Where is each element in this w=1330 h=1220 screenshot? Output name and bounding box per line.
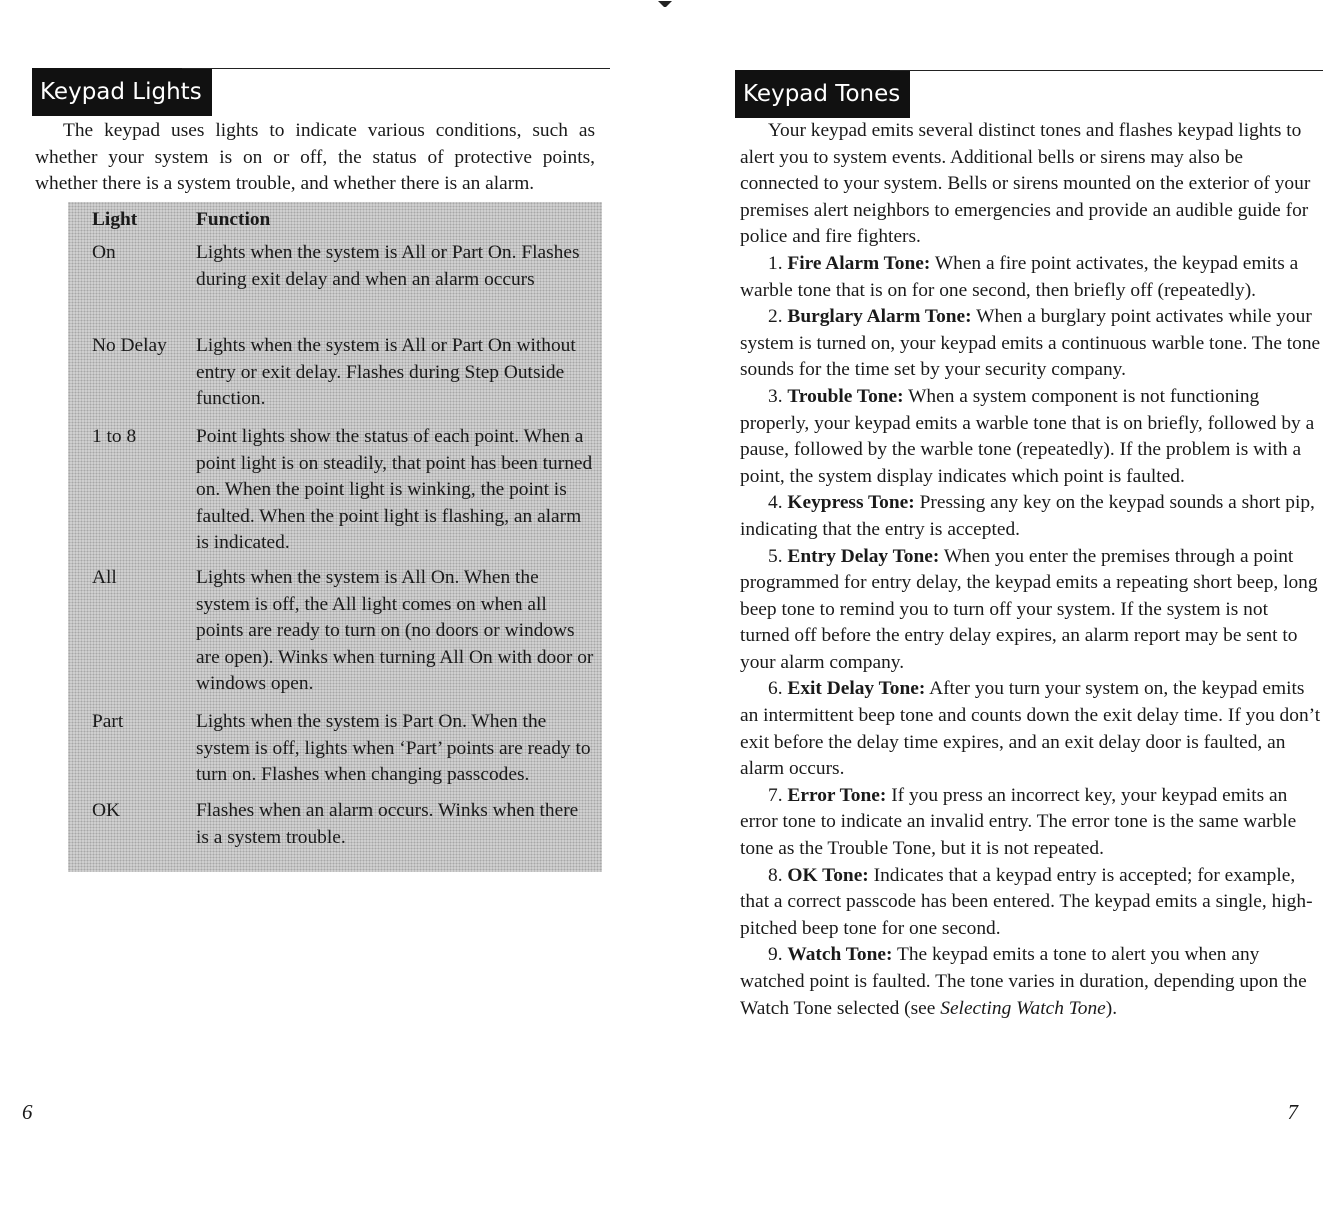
- item-number: 4.: [768, 492, 783, 514]
- tone-term: Keypress Tone:: [787, 492, 915, 514]
- tone-term: Exit Delay Tone:: [787, 678, 926, 700]
- tone-term: Fire Alarm Tone:: [787, 252, 931, 274]
- tone-item: [740, 544, 1322, 677]
- item-number: 5.: [768, 545, 783, 567]
- tone-text: Pressing any key on the keypad sounds a short pip, indicating that the entry is accepted.: [740, 492, 1315, 540]
- page-number: 7: [1287, 1100, 1298, 1124]
- tone-item: [740, 783, 1322, 863]
- tone-text: When a fire point activates, the keypad emits a warble tone that is on for one second, then briefly off (repeatedly).: [740, 252, 1299, 301]
- tone-term: Error Tone:: [787, 784, 887, 806]
- tone-item: [740, 304, 1322, 384]
- light-name: No Delay: [92, 335, 167, 356]
- cross-reference: Selecting Watch Tone: [940, 997, 1106, 1019]
- item-number: 1.: [768, 252, 783, 274]
- tone-text: When you enter the premises through a point programmed for entry delay, the keypad emits a repeating short beep, long beep tone to remind you to turn off your system. If the system is not turned off before the entry delay expires, an alarm report may be sent to your alarm company.: [740, 545, 1318, 673]
- tone-item: [740, 676, 1322, 782]
- intro-paragraph: The keypad uses lights to indicate various conditions, such as whether your system is on or off, the status of protective points, whether there is a system trouble, and whether there is an alarm.: [35, 120, 595, 195]
- heading-label: Keypad Tones: [735, 70, 910, 118]
- tone-text: When a burglary point activates while your system is turned on, your keypad emits a continuous warble tone. The tone sounds for the time set by your security company.: [740, 306, 1321, 381]
- item-number: 7.: [768, 784, 783, 806]
- tones-text: [740, 118, 1322, 1022]
- light-name: OK: [92, 800, 121, 821]
- tone-term: OK Tone:: [787, 864, 869, 886]
- header-function: Function: [196, 209, 271, 230]
- tone-item: [740, 384, 1322, 490]
- section-heading: [735, 70, 1323, 120]
- tone-text: The keypad emits a tone to alert you when any watched point is faulted. The tone varies in duration, depending upon the Watch Tone selected (see: [740, 944, 1307, 1019]
- heading-label: Keypad Lights: [32, 68, 212, 116]
- tone-text: After you turn your system on, the keypad emits an intermittent beep tone and counts down the exit delay time. If you don’t exit before the delay time expires, and an exit delay door is faulted, an alarm occurs.: [740, 678, 1321, 780]
- item-number: 6.: [768, 678, 783, 700]
- section-heading: [32, 68, 610, 118]
- tone-text: If you press an incorrect key, your keypad emits an error tone to indicate an invalid entry. The error tone is the same warble tone as the Trouble Tone, but it is not repeated.: [740, 784, 1297, 860]
- item-number: 8.: [768, 864, 783, 886]
- tone-text-tail: ).: [1105, 997, 1118, 1019]
- light-function: Lights when the system is All On. When the system is off, the All light comes on when all points are ready to turn on (no doors or windows are open). Winks when turning All On with door or windows open.: [196, 567, 594, 695]
- keypad-lights-table: [68, 202, 602, 872]
- tone-term: Trouble Tone:: [787, 385, 904, 407]
- tone-text: When a system component is not functioning properly, your keypad emits a warble tone that is on briefly, followed by a pause, followed by the warble tone (repeatedly). If the problem is with a point, the system display indicates which point is faulted.: [740, 385, 1315, 487]
- item-number: 3.: [768, 385, 783, 407]
- tone-term: Watch Tone:: [787, 944, 893, 966]
- left-page: [0, 0, 640, 1220]
- tone-text: Indicates that a keypad entry is accepted; for example, that a correct passcode has been entered. The keypad emits a single, high-pitched beep tone for one second.: [740, 864, 1313, 939]
- tone-item: [740, 490, 1322, 543]
- heading-rule: [182, 68, 610, 69]
- light-function: Point lights show the status of each point. When a point light is on steadily, that point has been turned on. When the point light is winking, the point is faulted. When the point light is flashing, an alarm is indicated.: [196, 426, 593, 554]
- tone-item: [740, 942, 1322, 1022]
- light-function: Lights when the system is Part On. When the system is off, lights when ‘Part’ points are ready to turn on. Flashes when changing passcodes.: [196, 711, 591, 786]
- light-function: Lights when the system is All or Part On. Flashes during exit delay and when an alarm occurs: [196, 242, 580, 290]
- light-name: All: [92, 567, 117, 588]
- intro-paragraph: Your keypad emits several distinct tones and flashes keypad lights to alert you to system events. Additional bells or sirens may also be connected to your system. Bells or sirens mounted on the exterior of your premises alert neighbors to emergencies and provide an audible guide for police and fire fighters.: [740, 120, 1311, 248]
- tone-item: [740, 251, 1322, 304]
- right-page: [660, 0, 1330, 1220]
- item-number: 2.: [768, 306, 783, 328]
- tone-term: Burglary Alarm Tone:: [787, 306, 972, 328]
- heading-rule: [890, 70, 1323, 71]
- light-name: On: [92, 242, 116, 263]
- light-function: Flashes when an alarm occurs. Winks when there is a system trouble.: [196, 800, 579, 848]
- light-name: 1 to 8: [92, 426, 137, 447]
- page-number: 6: [22, 1100, 33, 1124]
- light-name: Part: [92, 711, 124, 732]
- light-function: Lights when the system is All or Part On without entry or exit delay. Flashes during Step Outside function.: [196, 335, 576, 410]
- tone-term: Entry Delay Tone:: [787, 545, 940, 567]
- item-number: 9.: [768, 944, 783, 966]
- tone-item: [740, 863, 1322, 943]
- header-light: Light: [92, 209, 138, 230]
